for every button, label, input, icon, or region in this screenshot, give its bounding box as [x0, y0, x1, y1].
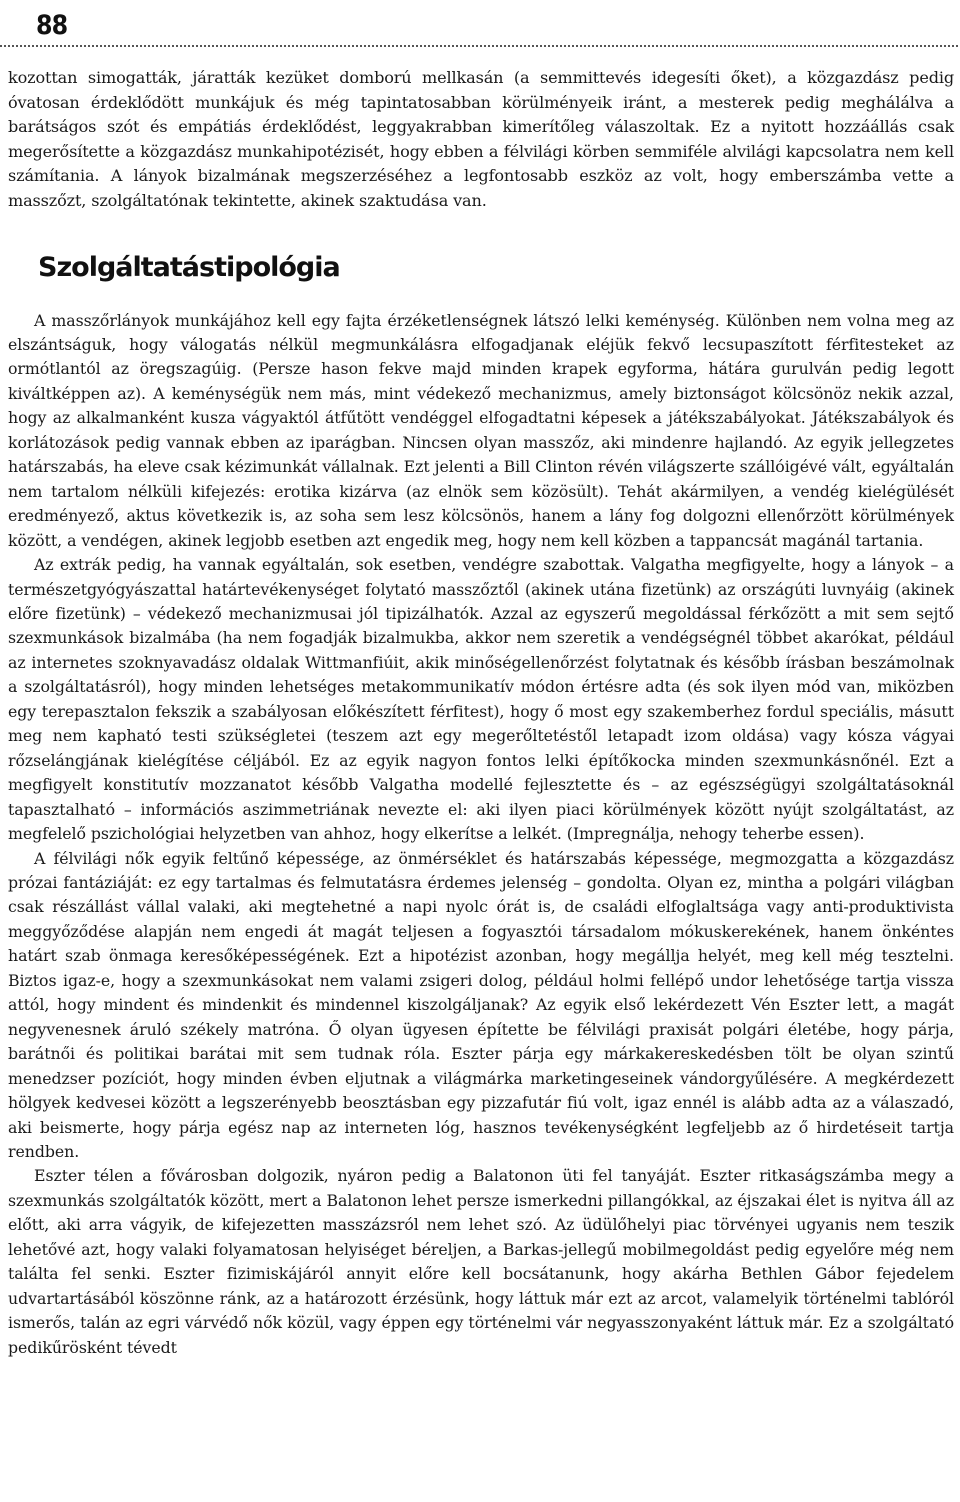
page-content [8, 66, 954, 1360]
section-paragraph-2: Az extrák pedig, ha vannak egyáltalán, sok esetben, vendégre szabottak. Valgatha megfigyelte, hogy a lányok – a természetgyógyászattal határtevékenységet folytató masszőztől (akinek utána fizetünk) az országúti luvnyáig (akinek előre fizetünk) – védekező mechanizmusai jól tipizálhatók. Azzal az egyszerű megoldással férkőzött a mit sem sejtő szexmunkások bizalmába (ha nem fogadják bizalmukba, akkor nem szeretik a vendégségnél többet akarókat, például az internetes szoknyavadász oldalak Wittmanfiúit, akik minőségellenőrzést folytatnak és később írásban beszámolnak a szolgáltatásról), hogy minden lehetséges metakommunikatív módon értésre adta (és sok ilyen mód van, miközben egy terepasztalon fekszik a szabályosan előkészített férfitest), hogy ő most egy szakemberhez fordul speciális, másutt meg nem kapható testi szükségletei (teszem azt egy megerőltetéstől letapadt izom oldása) vagy kósza vágyai rőzselángjának kielégítése céljából. Ez az egyik nagyon fontos lelki építőkocka minden szexmunkásnőnél. Ezt a megfigyelt konstitutív mozzanatot később Valgatha modellé fejlesztette és – az egészségügyi szolgáltatásoknál tapasztalható – információs aszimmetriának nevezte el: aki ilyen piaci körülmények között nyújt szolgáltatást, az megfelelő pszichológiai helyzetben van ahhoz, hogy elkerítse a lelkét. (Impregnálja, nehogy teherbe essen). [8, 555, 954, 844]
section-body [8, 309, 954, 1360]
section-heading: Szolgáltatástipológia [38, 251, 340, 283]
section-paragraph-3: A félvilági nők egyik feltűnő képessége, az önmérséklet és határszabás képessége, megmozgatta a közgazdász prózai fantáziáját: ez egy tartalmas és felmutatásra érdemes jelenség – gondolta. Olyan ez, mintha a polgári világban csak részállást vállal valaki, aki megtehetné a napi nyolc órát is, de családi elfoglaltsága vagy anti-produktivista meggyőződése alapján nem engedi át magát teljesen a fogyasztói társadalom mókuskerekének, hanem önkéntes határt szab önmaga keresőképességének. Ezt a hipotézist azonban, hogy megállja helyét, meg kell még tesztelni. Biztos igaz-e, hogy a szexmunkásokat nem valami zsigeri dolog, például holmi fellépő undor lehetősége tartja vissza attól, hogy mindent és mindenkit és mindennel kiszolgáljanak? Az egyik első lekérdezett Vén Eszter lett, a magát negyvenesnek áruló székely matróna. Ő olyan ügyesen építette be félvilági praxisát polgári életébe, hogy párja, barátnői és politikai barátai mit sem tudnak róla. Eszter párja egy márkakereskedésben tölt be olyan szintű menedzser pozíciót, hogy minden évben eljutnak a világmárka marketingeseinek vándorgyűlésére. A megkérdezett hölgyek kedvesei között a legszerényebb beosztásban egy pizzafutár fiú volt, igaz ennél is alább adta az a válaszadó, aki beismerte, hogy párja egész nap az interneten lóg, hasznos tevékenységként legfeljebb az ő hirdetéseit tartja rendben. [8, 848, 954, 1161]
section-paragraph-1: A masszőrlányok munkájához kell egy fajta érzéketlenségnek látszó lelki keménység. Különben nem volna meg az elszántságuk, hogy válogatás nélkül megmunkálásra elfogadjanak eléjük fekvő lecsupaszított férfitesteket az ormótlantól az öregszagúig. (Persze hason fekve majd minden krapek egyforma, hátára gurulván pedig legott kiváltképpen az). A keménységük nem más, mint védekező mechanizmus, amely biztonságot kölcsönöz nekik azzal, hogy az alkalmanként kusza vágyaktól átfűtött vendéggel elfogadtatni képesek a játékszabályokat. Játékszabályok és korlátozások pedig vannak ebben az iparágban. Nincsen olyan masszőz, aki mindenre hajlandó. Az egyik jellegzetes határszabás, ha eleve csak kézimunkát vállalnak. Ezt jelenti a Bill Clinton révén világszerte szállóigévé vált, egyáltalán nem tartalom nélküli kifejezés: erotika kizárva (az elnök sem közösült). Tehát akármilyen, a vendég kielégülését eredményező, aktus következik is, az soha sem lesz kölcsönös, hanem a lány fog dolgozni ellenőrzött körülmények között, a vendégen, akinek legjobb esetben azt engedik meg, hogy nem kell közben a tappancsát magánál tartania. [8, 310, 954, 550]
page-number: 88 [36, 10, 68, 41]
header-dotted-rule [0, 45, 960, 47]
section-paragraph-4: Eszter télen a fővárosban dolgozik, nyáron pedig a Balatonon üti fel tanyáját. Eszter ritkaságszámba megy a szexmunkás szolgáltatók között, mert a Balatonon lehet persze ismerkedni pillangókkal, az éjszakai élet is nyitva áll az előtt, aki arra vágyik, de kifejezetten masszázsról nem lehet szó. Az üdülőhelyi piac törvényei ugyanis nem teszik lehetővé azt, hogy valaki folyamatosan helyiséget béreljen, a Barkas-jellegű mobilmegoldást pedig egyelőre még nem találta fel senki. Eszter fizimiskájáról annyit előre kell bocsátanunk, hogy akárha Bethlen Gábor fejedelem udvartartásából köszönne ránk, az a határozott érzésünk, hogy láttuk már ezt az arcot, valamelyik történelmi tablóról ismerős, talán az egri várvédő nők közül, vagy éppen egy történelmi vár negyasszonyaként láttuk már. Ez a szolgáltató pedikűrösként tévedt [8, 1166, 954, 1357]
intro-paragraph: kozottan simogatták, járatták kezüket domború mellkasán (a semmittevés idegesíti őket), a közgazdász pedig óvatosan érdeklődött munkájuk és még tapintatosabban körülményeik iránt, a mesterek pedig meghálálva a barátságos szót és empátiás érdeklődést, leggyakrabban kimerítőleg válaszoltak. Ez a nyitott hozzáállás csak megerősítette a közgazdász munkahipotézisét, hogy ebben a félvilági körben semmiféle alvilági kapcsolatra nem kell számítania. A lányok bizalmának megszerzéséhez a legfontosabb eszköz az volt, hogy emberszámba vette a masszőzt, szolgáltatónak tekintette, akinek szaktudása van. [8, 68, 954, 210]
page-header [0, 0, 960, 52]
intro-block [8, 66, 954, 214]
